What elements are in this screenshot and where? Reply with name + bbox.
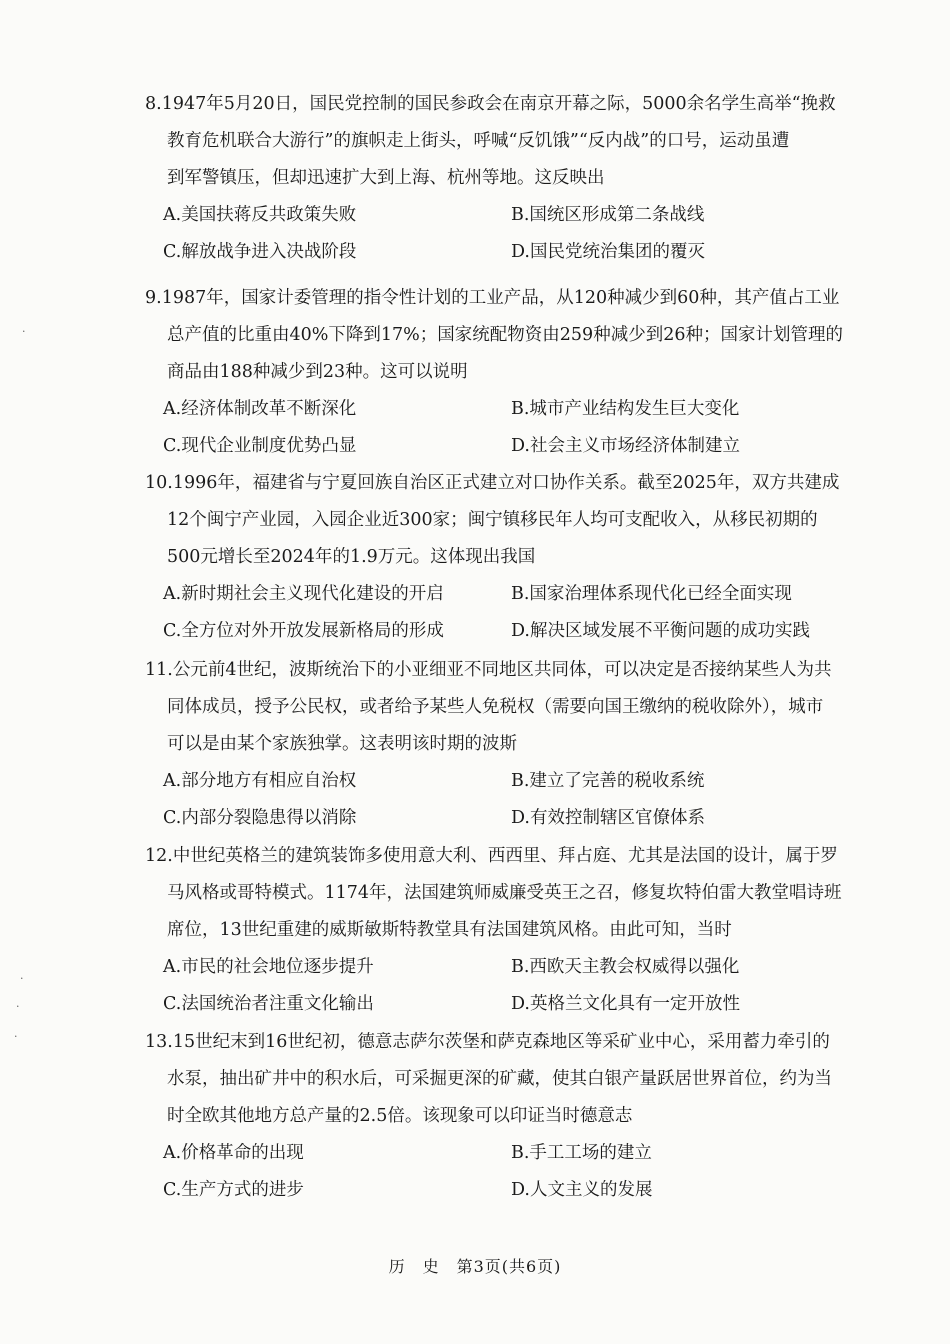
option-d[interactable]: D.有效控制辖区官僚体系 <box>511 808 705 828</box>
question-number: 10. <box>145 473 173 493</box>
stem-line: 中世纪英格兰的建筑装饰多使用意大利、西西里、拜占庭、尤其是法国的设计，属于罗 <box>172 846 838 866</box>
question-stem <box>145 280 915 391</box>
stem-line: 总产值的比重由40%下降到17%；国家统配物资由259种减少到26种；国家计划管理的 <box>167 325 843 345</box>
question-stem <box>145 86 915 197</box>
option-c[interactable]: C.内部分裂隐患得以消除 <box>163 808 357 828</box>
question-9 <box>145 280 915 465</box>
option-b[interactable]: B.国统区形成第二条战线 <box>511 205 705 225</box>
options <box>145 576 915 650</box>
scan-mark: · <box>14 1030 18 1043</box>
stem-line: 时全欧其他地方总产量的2.5倍。该现象可以印证当时德意志 <box>167 1106 633 1126</box>
stem-line: 水泵，抽出矿井中的积水后，可采掘更深的矿藏，使其白银产量跃居世界首位，约为当 <box>167 1069 832 1089</box>
stem-line: 500元增长至2024年的1.9万元。这体现出我国 <box>167 547 536 567</box>
option-d[interactable]: D.国民党统治集团的覆灭 <box>511 242 705 262</box>
question-number: 11. <box>145 660 173 680</box>
stem-line: 可以是由某个家族独掌。这表明该时期的波斯 <box>167 734 517 754</box>
option-b[interactable]: B.手工工场的建立 <box>511 1143 652 1163</box>
question-number: 8. <box>145 94 162 114</box>
option-a[interactable]: A.美国扶蒋反共政策失败 <box>163 205 357 225</box>
option-c[interactable]: C.法国统治者注重文化输出 <box>163 994 374 1014</box>
option-c[interactable]: C.现代企业制度优势凸显 <box>163 436 357 456</box>
option-a[interactable]: A.部分地方有相应自治权 <box>163 771 357 791</box>
stem-line: 马风格或哥特模式。1174年，法国建筑师威廉受英王之召，修复坎特伯雷大教堂唱诗班 <box>167 883 842 903</box>
stem-line: 席位，13世纪重建的威斯敏斯特教堂具有法国建筑风格。由此可知，当时 <box>167 920 732 940</box>
scan-mark: · <box>20 972 24 985</box>
question-10 <box>145 465 915 650</box>
option-b[interactable]: B.国家治理体系现代化已经全面实现 <box>511 584 792 604</box>
stem-line: 公元前4世纪，波斯统治下的小亚细亚不同地区共同体，可以决定是否接纳某些人为共 <box>172 660 832 680</box>
option-a[interactable]: A.市民的社会地位逐步提升 <box>163 957 374 977</box>
question-8 <box>145 86 915 271</box>
stem-line: 12个闽宁产业园，入园企业近300家；闽宁镇移民年人均可支配收入，从移民初期的 <box>167 510 818 530</box>
option-a[interactable]: A.新时期社会主义现代化建设的开启 <box>163 584 444 604</box>
option-d[interactable]: D.人文主义的发展 <box>511 1180 653 1200</box>
option-c[interactable]: C.生产方式的进步 <box>163 1180 304 1200</box>
question-stem <box>145 1024 915 1135</box>
options <box>145 763 915 837</box>
stem-line: 1996年，福建省与宁夏回族自治区正式建立对口协作关系。截至2025年，双方共建成 <box>172 473 840 493</box>
question-number: 12. <box>145 846 173 866</box>
question-12 <box>145 838 915 1023</box>
question-number: 13. <box>145 1032 173 1052</box>
stem-line: 到军警镇压，但却迅速扩大到上海、杭州等地。这反映出 <box>167 168 605 188</box>
stem-line: 教育危机联合大游行”的旗帜走上街头，呼喊“反饥饿”“反内战”的口号，运动虽遭 <box>167 131 790 151</box>
stem-line: 1987年，国家计委管理的指令性计划的工业产品，从120种减少到60种，其产值占工业 <box>161 288 840 308</box>
question-stem <box>145 652 915 763</box>
option-b[interactable]: B.西欧天主教会权威得以强化 <box>511 957 740 977</box>
option-d[interactable]: D.解决区域发展不平衡问题的成功实践 <box>511 621 810 641</box>
option-a[interactable]: A.经济体制改革不断深化 <box>163 399 357 419</box>
question-stem <box>145 838 915 949</box>
option-c[interactable]: C.全方位对外开放发展新格局的形成 <box>163 621 444 641</box>
option-d[interactable]: D.社会主义市场经济体制建立 <box>511 436 740 456</box>
question-13 <box>145 1024 915 1209</box>
options <box>145 197 915 271</box>
options <box>145 949 915 1023</box>
question-11 <box>145 652 915 837</box>
stem-line: 15世纪末到16世纪初，德意志萨尔茨堡和萨克森地区等采矿业中心，采用蓄力牵引的 <box>172 1032 830 1052</box>
options <box>145 391 915 465</box>
scan-mark: · <box>22 325 26 338</box>
stem-line: 1947年5月20日，国民党控制的国民参政会在南京开幕之际，5000余名学生高举“挽救 <box>161 94 836 114</box>
option-c[interactable]: C.解放战争进入决战阶段 <box>163 242 357 262</box>
option-b[interactable]: B.建立了完善的税收系统 <box>511 771 705 791</box>
option-b[interactable]: B.城市产业结构发生巨大变化 <box>511 399 740 419</box>
scan-mark: · <box>16 1000 20 1013</box>
option-a[interactable]: A.价格革命的出现 <box>163 1143 304 1163</box>
stem-line: 商品由188种减少到23种。这可以说明 <box>167 362 468 382</box>
question-number: 9. <box>145 288 162 308</box>
page-footer: 历 史 第3页(共6页) <box>388 1257 562 1276</box>
stem-line: 同体成员，授予公民权，或者给予某些人免税权（需要向国王缴纳的税收除外），城市 <box>167 697 824 717</box>
option-d[interactable]: D.英格兰文化具有一定开放性 <box>511 994 740 1014</box>
options <box>145 1135 915 1209</box>
question-stem <box>145 465 915 576</box>
